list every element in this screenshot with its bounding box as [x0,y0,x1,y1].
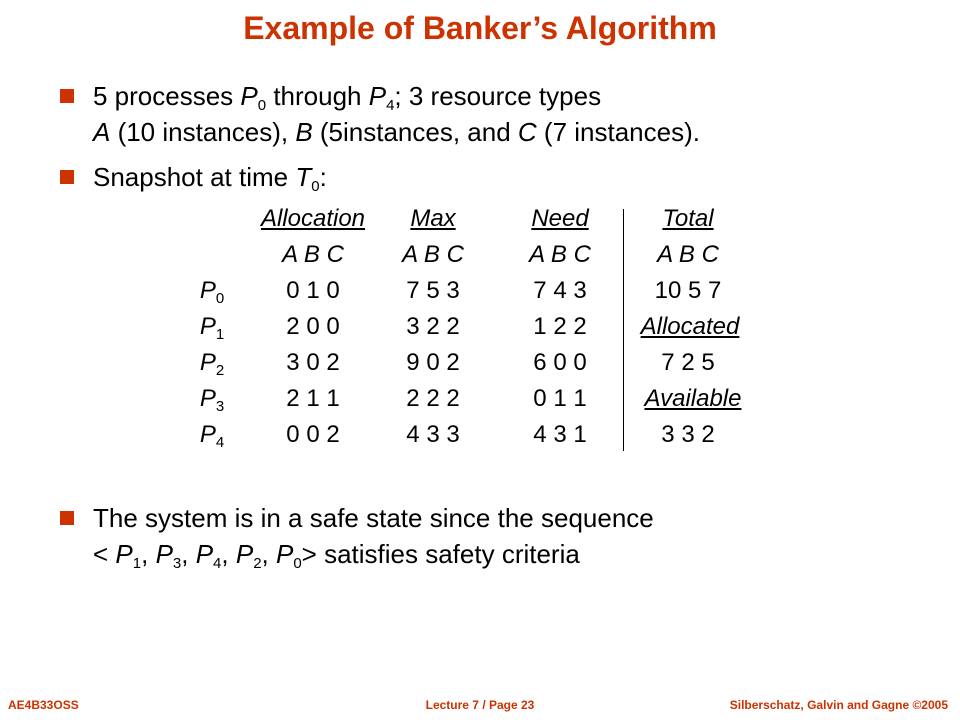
header-max: Max [410,205,456,232]
alloc-cell: 2 0 0 [286,313,340,340]
table-divider [623,209,624,451]
max-cell: 2 2 2 [406,385,460,412]
need-cell: 4 3 1 [533,421,587,448]
available-value: 3 3 2 [661,421,715,448]
total-value: 10 5 7 [654,277,722,304]
bullet-text: Snapshot at time $T_0$: [93,162,327,195]
allocated-label: Allocated [640,313,740,340]
bullet-square-icon [60,89,74,103]
need-cell: 7 4 3 [533,277,587,304]
max-cell: 9 0 2 [406,349,460,376]
max-cell: 7 5 3 [406,277,460,304]
alloc-cell: 0 1 0 [286,277,340,304]
process-label: $P_1$ [199,313,225,343]
need-cell: 0 1 1 [533,385,587,412]
footer-course-code: AE4B33OSS [8,698,79,712]
process-label: $P_0$ [199,277,225,307]
allocated-value: 7 2 5 [661,349,715,376]
snapshot-table [0,205,960,455]
abc-total: A B C [657,241,719,268]
footer-page-number: Lecture 7 / Page 23 [425,698,535,712]
abc-max: A B C [402,241,464,268]
need-cell: 1 2 2 [533,313,587,340]
bullet-square-icon [60,511,74,525]
max-cell: 4 3 3 [406,421,460,448]
alloc-cell: 3 0 2 [286,349,340,376]
max-cell: 3 2 2 [406,313,460,340]
alloc-cell: 2 1 1 [286,385,340,412]
abc-need: A B C [529,241,591,268]
process-label: $P_3$ [199,385,225,415]
process-label: $P_4$ [199,421,225,451]
bullet-text: The system is in a safe state since the sequence < $P_1$, $P_3$, $P_4$, $P_2$, $P_0>$ satisfies safety criteria [93,503,654,572]
header-total: Total [662,205,714,232]
available-label: Available [644,385,742,412]
footer-copyright: Silberschatz, Galvin and Gagne ©2005 [729,698,948,712]
header-need: Need [531,205,589,232]
bullet-text: 5 processes $P_0$ through $P_4$; 3 resource types A (10 instances), B (5instances, and C (7 instances). [93,81,700,147]
bullet-square-icon [60,170,74,184]
alloc-cell: 0 0 2 [286,421,340,448]
bullet-snapshot [60,159,920,195]
abc-allocation: A B C [282,241,344,268]
process-label: $P_2$ [199,349,225,379]
need-cell: 6 0 0 [533,349,587,376]
header-allocation: Allocation [260,205,366,232]
bullet-processes [60,78,920,150]
slide-title: Example of Banker’s Algorithm [243,10,717,46]
bullet-safe-state [60,500,920,572]
